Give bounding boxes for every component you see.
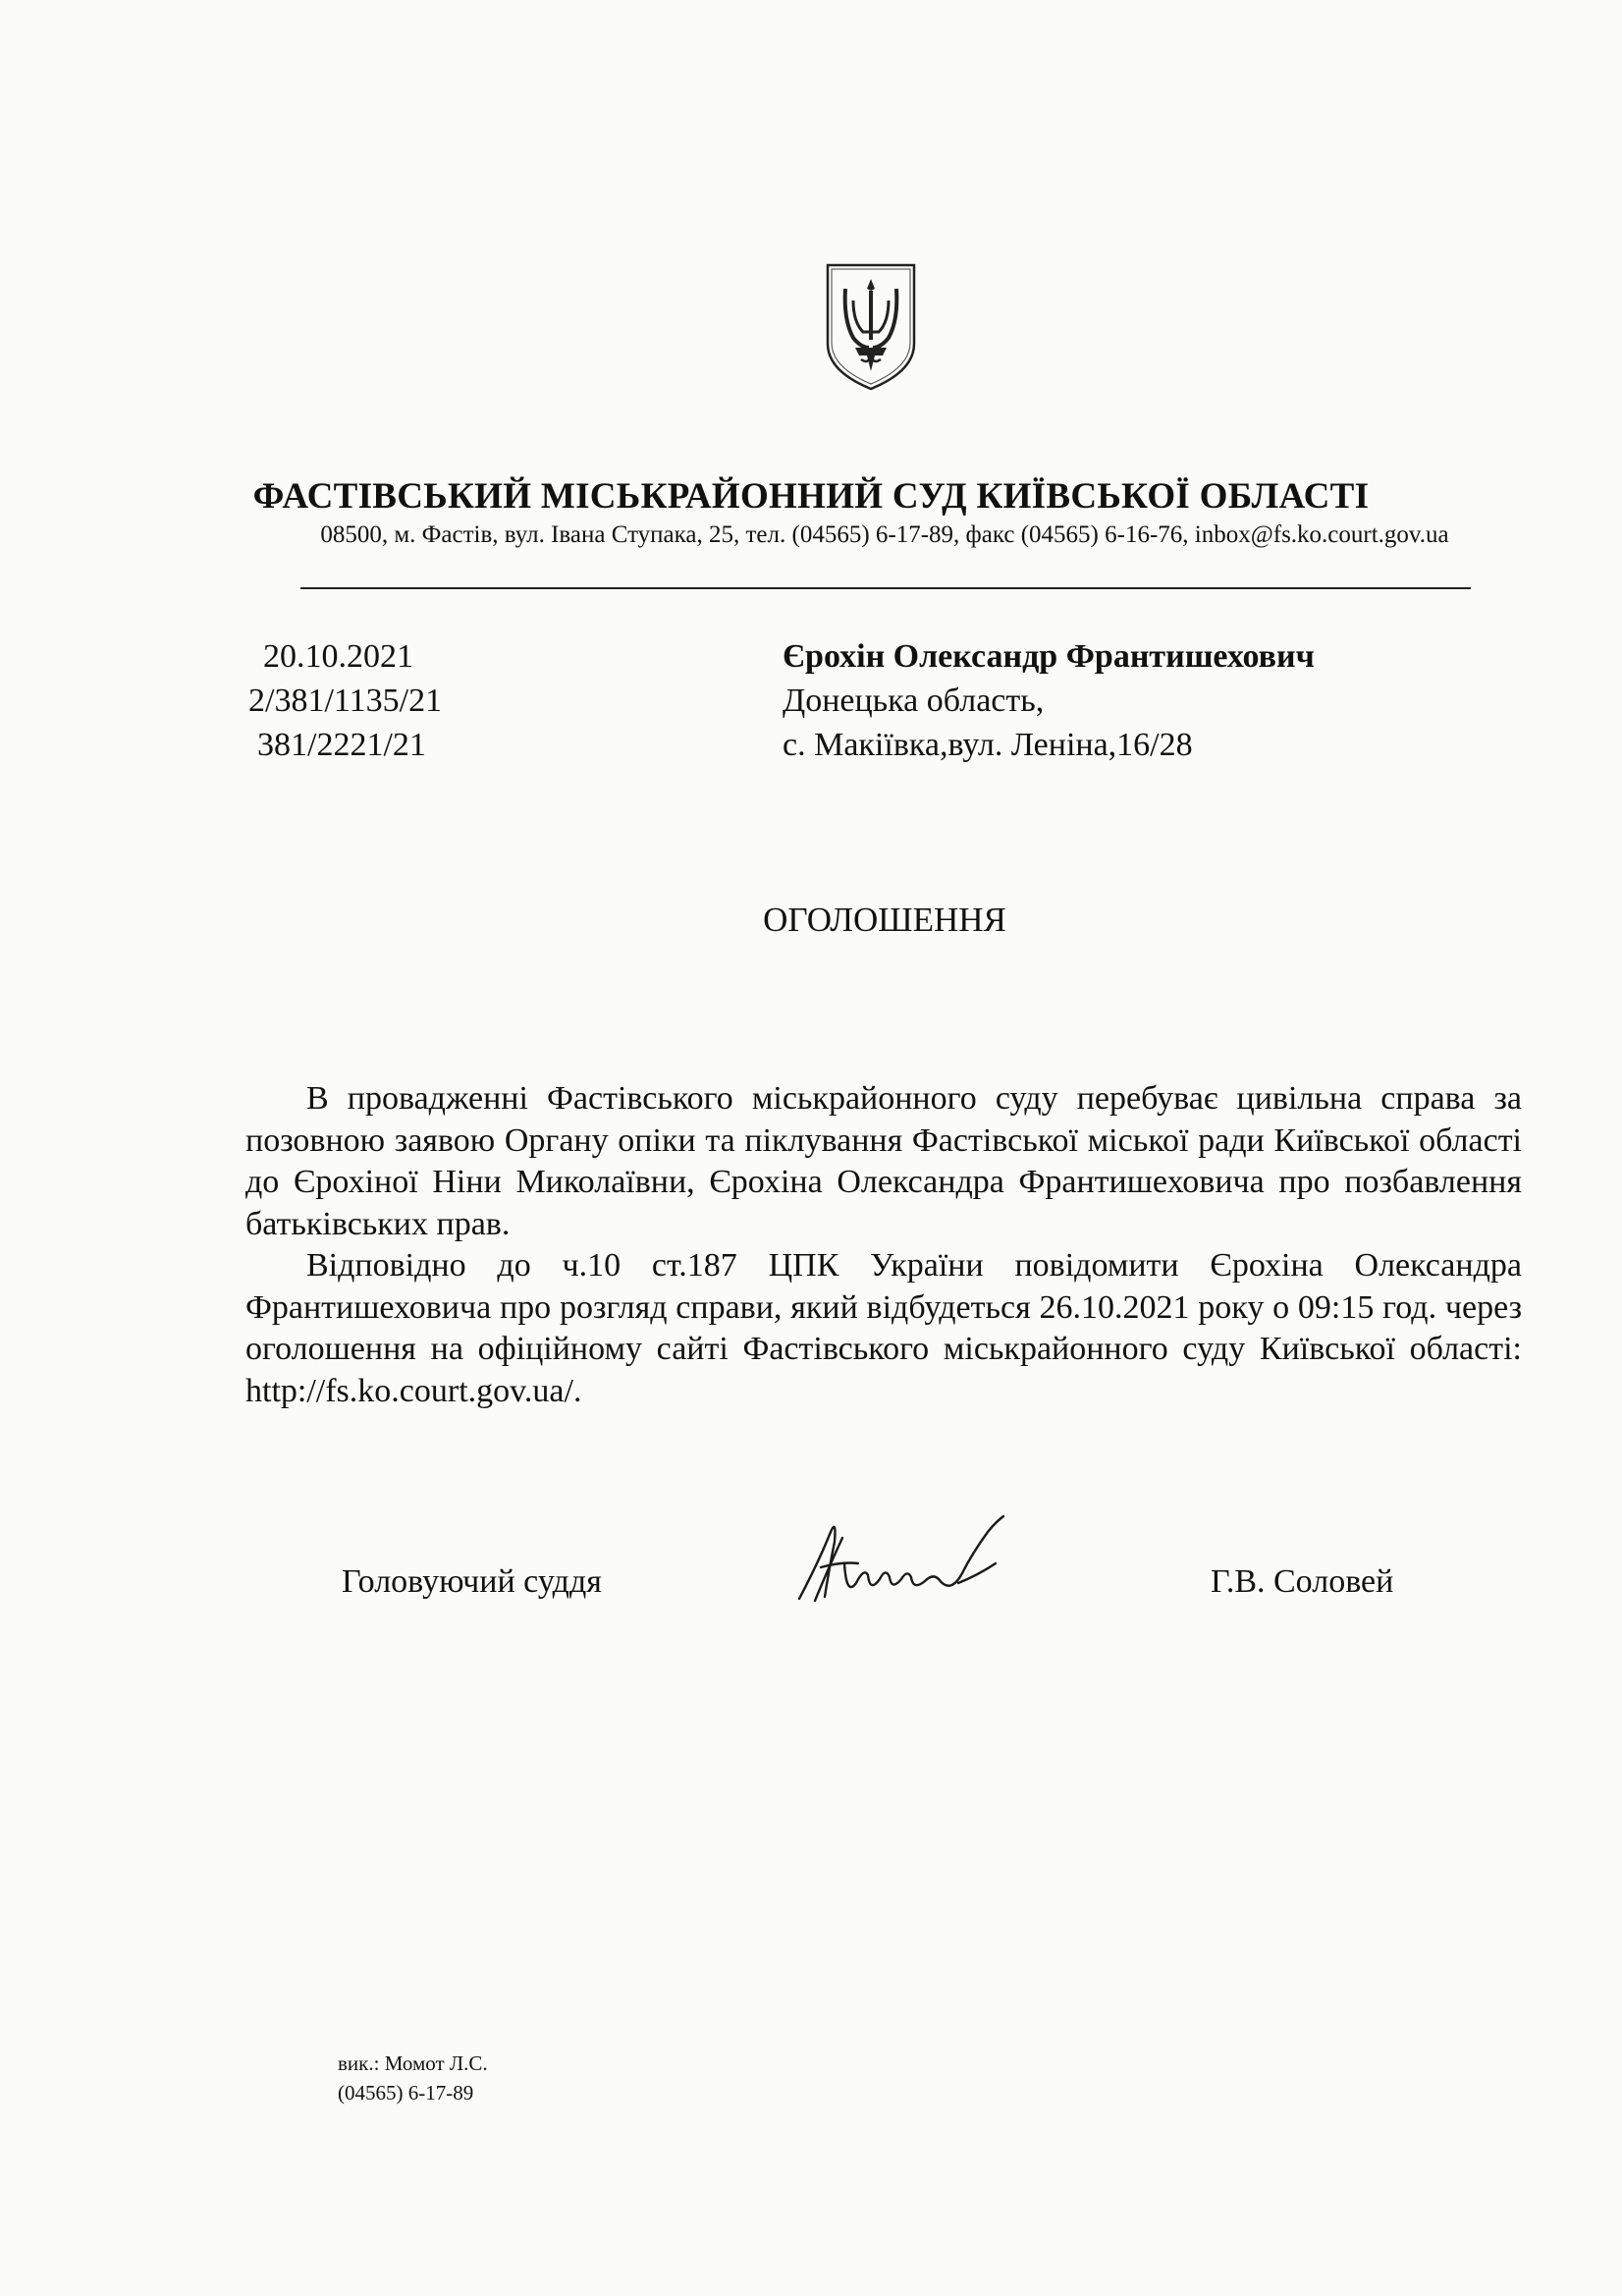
letter-date: 20.10.2021 [263, 638, 413, 675]
recipient-name: Єрохін Олександр Франтишехович [783, 638, 1315, 675]
header-divider [300, 587, 1471, 589]
trident-coat-of-arms-icon [824, 261, 918, 393]
judge-title: Головуючий суддя [342, 1563, 602, 1600]
notice-paragraph: Відповідно до ч.10 ст.187 ЦПК України повідомити Єрохіна Олександра Франтишеховича про розгляд справи, який відбудеться 26.10.2021 року о 09:15 год. через оголошення на офіційному сайті Фастівського міськрайонного суду Київської області: http://fs.ko.court.gov.ua/. [245, 1247, 1522, 1409]
notice-title: ОГОЛОШЕННЯ [763, 901, 1006, 939]
case-number: 2/381/1135/21 [248, 683, 443, 719]
judge-name: Г.В. Соловей [1211, 1563, 1394, 1600]
executor-phone: (04565) 6-17-89 [338, 2081, 474, 2105]
notice-paragraph: В провадженні Фастівського міськрайонного суду перебуває цивільна справа за позовною заявою Органу опіки та піклування Фастівської міської ради Київської області до Єрохіної Ніни Миколаївни, Єрохіна Олександра Франтишеховича про позбавлення батьківських прав. [245, 1080, 1522, 1242]
executor-name: вик.: Момот Л.С. [338, 2051, 488, 2075]
notice-body [245, 1078, 1522, 1412]
recipient-region: Донецька область, [783, 683, 1045, 719]
court-address: 08500, м. Фастів, вул. Івана Ступака, 25, тел. (04565) 6-17-89, факс (04565) 6-16-76, inbox@fs.ko.court.gov.ua [320, 521, 1449, 548]
handwritten-signature-icon [785, 1503, 1046, 1611]
recipient-address: с. Макіївка,вул. Леніна,16/28 [783, 727, 1193, 763]
court-name: ФАСТІВСЬКИЙ МІСЬКРАЙОННИЙ СУД КИЇВСЬКОЇ ОБЛАСТІ [252, 476, 1370, 517]
proceeding-number: 381/2221/21 [257, 727, 426, 763]
